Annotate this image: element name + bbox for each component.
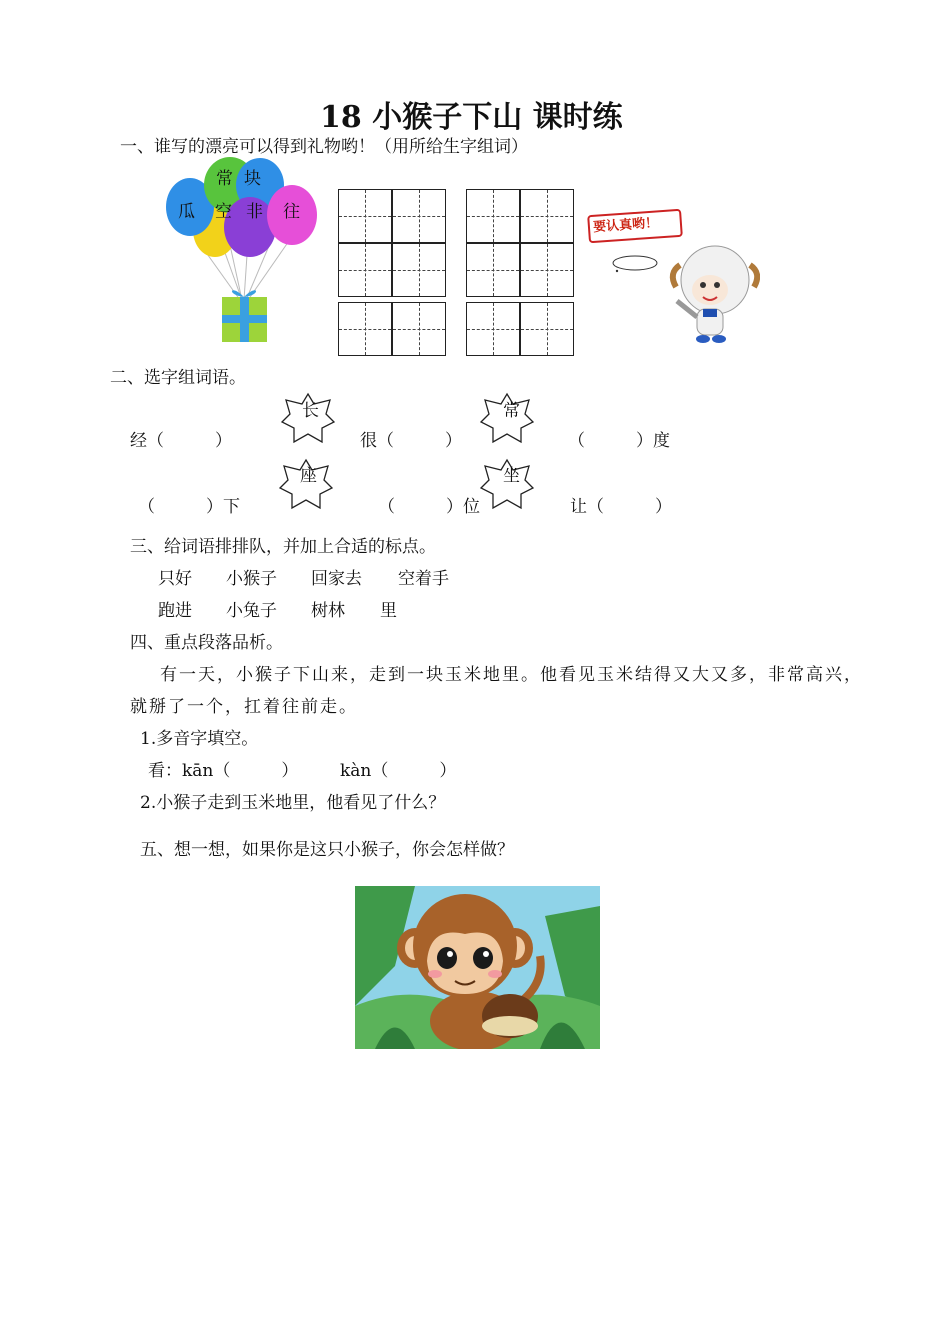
passage-line: 有一天，小猴子下山来，走到一块玉米地里。他看见玉米结得又大又多，非常高兴， bbox=[160, 665, 863, 685]
balloons-gift-illustration bbox=[160, 155, 325, 350]
word: 小猴子 bbox=[226, 569, 277, 589]
monkey-illustration bbox=[355, 886, 600, 1049]
writing-grid[interactable] bbox=[338, 189, 392, 243]
writing-grid[interactable] bbox=[466, 243, 520, 297]
fill-blank: 经（ ） bbox=[130, 431, 232, 451]
star-char: 常 bbox=[503, 401, 520, 421]
word: 空着手 bbox=[398, 569, 449, 589]
writing-grid[interactable] bbox=[466, 302, 520, 356]
section3-heading: 三、给词语排排队，并加上合适的标点。 bbox=[130, 537, 436, 557]
word: 小兔子 bbox=[226, 601, 277, 621]
polyphone-blank: kàn（ ） bbox=[340, 761, 457, 781]
word: 回家去 bbox=[311, 569, 362, 589]
polyphone-blank: 看：kān（ ） bbox=[148, 761, 299, 781]
fill-blank: （ ）位 bbox=[378, 497, 480, 517]
writing-grid[interactable] bbox=[392, 243, 446, 297]
writing-grid[interactable] bbox=[520, 243, 574, 297]
fill-blank: 让（ ） bbox=[570, 497, 672, 517]
writing-grid[interactable] bbox=[338, 302, 392, 356]
sign-text: 要认真哟！ bbox=[592, 215, 659, 236]
word: 跑进 bbox=[158, 601, 192, 621]
fill-blank: （ ）下 bbox=[138, 497, 240, 517]
section1-heading: 一、谁写的漂亮可以得到礼物哟！（用所给生字组词） bbox=[120, 137, 528, 157]
balloon-char: 往 bbox=[283, 202, 300, 222]
star-char: 座 bbox=[300, 466, 317, 486]
page-title: 18 小猴子下山 课时练 bbox=[320, 100, 623, 135]
balloon-char: 非 bbox=[246, 202, 263, 222]
star-char: 长 bbox=[302, 401, 319, 421]
balloon-char: 瓜 bbox=[178, 202, 195, 222]
passage-line: 就掰了一个，扛着往前走。 bbox=[130, 697, 358, 717]
word: 里 bbox=[380, 601, 397, 621]
section4-heading: 四、重点段落品析。 bbox=[130, 633, 283, 653]
writing-grid[interactable] bbox=[392, 189, 446, 243]
question-2: 2.小猴子走到玉米地里，他看见了什么？ bbox=[140, 793, 446, 813]
section2-heading: 二、选字组词语。 bbox=[110, 368, 246, 388]
writing-grid[interactable] bbox=[520, 302, 574, 356]
balloon-char: 块 bbox=[244, 169, 261, 189]
star-char: 坐 bbox=[503, 466, 520, 486]
balloon-char: 常 bbox=[216, 169, 233, 189]
word: 树林 bbox=[311, 601, 345, 621]
fill-blank: （ ）度 bbox=[568, 431, 670, 451]
writing-grid[interactable] bbox=[392, 302, 446, 356]
fill-blank: 很（ ） bbox=[360, 431, 462, 451]
section5-heading: 五、想一想，如果你是这只小猴子，你会怎样做？ bbox=[140, 840, 514, 860]
word: 只好 bbox=[158, 569, 192, 589]
writing-grid[interactable] bbox=[520, 189, 574, 243]
writing-grid[interactable] bbox=[338, 243, 392, 297]
balloon-char: 空 bbox=[215, 202, 232, 222]
writing-grid[interactable] bbox=[466, 189, 520, 243]
question-1: 1.多音字填空。 bbox=[140, 729, 259, 749]
